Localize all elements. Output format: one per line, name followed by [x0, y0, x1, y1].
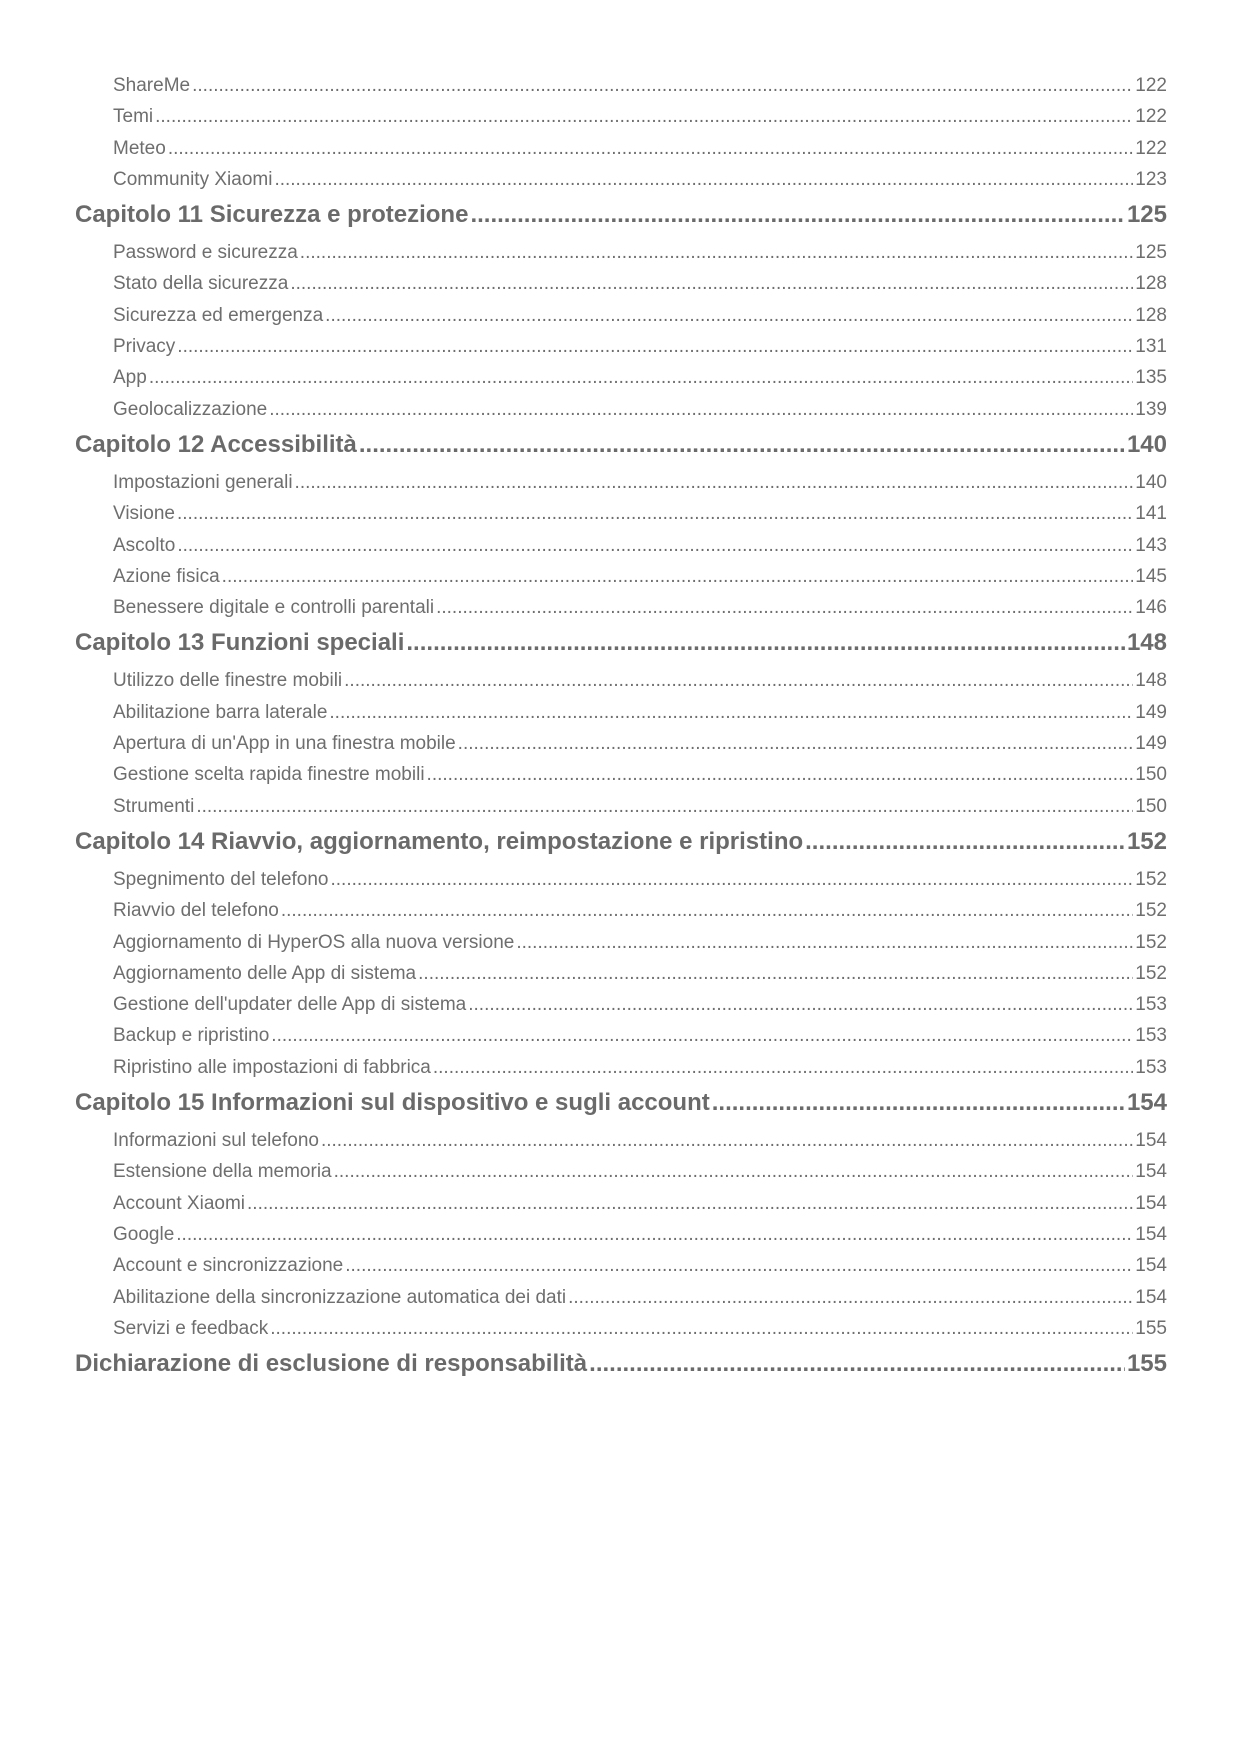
dot-leader [176, 1219, 1133, 1250]
toc-entry-page-number: 153 [1135, 1056, 1167, 1078]
dot-leader [149, 362, 1133, 393]
toc-entry-page-number: 152 [1135, 868, 1167, 890]
toc-section-entry[interactable] [75, 237, 1167, 268]
toc-entry-title: Backup e ripristino [113, 1025, 270, 1047]
toc-entry-page-number: 154 [1126, 1089, 1167, 1117]
toc-entry-page-number: 145 [1135, 565, 1167, 587]
toc-chapter-entry[interactable] [75, 1344, 1167, 1384]
dot-leader [436, 592, 1133, 623]
toc-chapter-entry[interactable] [75, 195, 1167, 235]
dot-leader [433, 1052, 1133, 1083]
toc-section-entry[interactable] [75, 1188, 1167, 1219]
toc-entry-page-number: 152 [1135, 931, 1167, 953]
toc-section-entry[interactable] [75, 958, 1167, 989]
dot-leader [222, 561, 1134, 592]
dot-leader [334, 1156, 1134, 1187]
toc-entry-title: Impostazioni generali [113, 471, 293, 493]
dot-leader [468, 989, 1133, 1020]
toc-entry-page-number: 154 [1135, 1161, 1167, 1183]
toc-section-entry[interactable] [75, 759, 1167, 790]
toc-entry-page-number: 152 [1135, 900, 1167, 922]
toc-entry-title: Temi [113, 106, 154, 128]
toc-entry-title: Capitolo 11 Sicurezza e protezione [75, 201, 469, 229]
dot-leader [568, 1282, 1133, 1313]
dot-leader [196, 791, 1133, 822]
dot-leader [271, 1020, 1133, 1051]
toc-entry-page-number: 152 [1126, 827, 1167, 855]
toc-entry-page-number: 148 [1126, 629, 1167, 657]
dot-leader [325, 300, 1133, 331]
toc-entry-title: Utilizzo delle finestre mobili [113, 670, 343, 692]
toc-entry-title: Abilitazione barra laterale [113, 701, 328, 723]
dot-leader [270, 1313, 1133, 1344]
toc-section-entry[interactable] [75, 1313, 1167, 1344]
dot-leader [321, 1125, 1133, 1156]
toc-section-entry[interactable] [75, 300, 1167, 331]
dot-leader [712, 1083, 1125, 1123]
toc-entry-title: Apertura di un'App in una finestra mobile [113, 733, 456, 755]
dot-leader [300, 237, 1134, 268]
toc-entry-title: Capitolo 14 Riavvio, aggiornamento, reimpostazione e ripristino [75, 827, 804, 855]
toc-entry-title: Abilitazione della sincronizzazione automatica dei dati [113, 1286, 567, 1308]
toc-entry-page-number: 154 [1135, 1255, 1167, 1277]
toc-entry-title: Capitolo 12 Accessibilità [75, 430, 357, 458]
toc-section-entry[interactable] [75, 989, 1167, 1020]
dot-leader [470, 195, 1125, 235]
toc-entry-page-number: 122 [1135, 137, 1167, 159]
toc-entry-title: Ascolto [113, 534, 176, 556]
toc-entry-title: Riavvio del telefono [113, 900, 279, 922]
toc-entry-page-number: 149 [1135, 701, 1167, 723]
dot-leader [418, 958, 1133, 989]
toc-entry-title: Google [113, 1223, 175, 1245]
dot-leader [177, 331, 1133, 362]
toc-entry-page-number: 155 [1135, 1317, 1167, 1339]
toc-section-entry[interactable] [75, 1052, 1167, 1083]
dot-leader [155, 101, 1133, 132]
dot-leader [805, 822, 1125, 862]
toc-entry-page-number: 123 [1135, 168, 1167, 190]
toc-section-entry[interactable] [75, 498, 1167, 529]
toc-entry-page-number: 153 [1135, 994, 1167, 1016]
toc-chapter-entry[interactable] [75, 1083, 1167, 1123]
toc-section-entry[interactable] [75, 362, 1167, 393]
dot-leader [427, 759, 1134, 790]
toc-entry-title: Azione fisica [113, 565, 220, 587]
toc-entry-page-number: 146 [1135, 597, 1167, 619]
toc-entry-title: Sicurezza ed emergenza [113, 304, 324, 326]
toc-entry-page-number: 122 [1135, 75, 1167, 96]
toc-entry-page-number: 155 [1126, 1350, 1167, 1378]
toc-entry-title: Ripristino alle impostazioni di fabbrica [113, 1056, 431, 1078]
dot-leader [295, 467, 1134, 498]
toc-section-entry[interactable] [75, 1156, 1167, 1187]
toc-entry-page-number: 154 [1135, 1223, 1167, 1245]
toc-entry-title: Privacy [113, 336, 176, 358]
dot-leader [458, 728, 1134, 759]
dot-leader [177, 498, 1133, 529]
toc-section-entry[interactable] [75, 133, 1167, 164]
toc-section-entry[interactable] [75, 1219, 1167, 1250]
toc-entry-page-number: 148 [1135, 670, 1167, 692]
toc-chapter-entry[interactable] [75, 822, 1167, 862]
toc-entry-title: Password e sicurezza [113, 242, 298, 264]
toc-section-entry[interactable] [75, 791, 1167, 822]
toc-entry-page-number: 131 [1135, 336, 1167, 358]
toc-section-entry[interactable] [75, 561, 1167, 592]
toc-section-entry[interactable] [75, 1125, 1167, 1156]
toc-section-entry[interactable] [75, 1282, 1167, 1313]
toc-entry-title: Account Xiaomi [113, 1192, 246, 1214]
toc-entry-title: Meteo [113, 137, 166, 159]
toc-entry-page-number: 141 [1135, 503, 1167, 525]
toc-entry-page-number: 154 [1135, 1130, 1167, 1152]
toc-entry-title: Informazioni sul telefono [113, 1130, 319, 1152]
dot-leader [406, 623, 1125, 663]
dot-leader [329, 697, 1133, 728]
toc-section-entry[interactable] [75, 331, 1167, 362]
toc-entry-title: Capitolo 13 Funzioni speciali [75, 629, 405, 657]
dot-leader [345, 1250, 1133, 1281]
toc-entry-page-number: 128 [1135, 304, 1167, 326]
dot-leader [331, 864, 1134, 895]
toc-entry-title: Gestione scelta rapida finestre mobili [113, 764, 425, 786]
toc-entry-title: Gestione dell'updater delle App di sistema [113, 994, 467, 1016]
toc-entry-title: Spegnimento del telefono [113, 868, 329, 890]
toc-section-entry[interactable] [75, 1020, 1167, 1051]
dot-leader [344, 665, 1133, 696]
toc-section-entry[interactable] [75, 697, 1167, 728]
toc-section-entry[interactable] [75, 70, 1167, 101]
toc-entry-title: Stato della sicurezza [113, 273, 289, 295]
toc-entry-title: Visione [113, 503, 175, 525]
dot-leader [516, 927, 1133, 958]
toc-section-entry[interactable] [75, 864, 1167, 895]
toc-section-entry[interactable] [75, 394, 1167, 425]
toc-section-entry[interactable] [75, 1250, 1167, 1281]
dot-leader [177, 530, 1133, 561]
dot-leader [290, 268, 1133, 299]
toc-entry-title: Community Xiaomi [113, 168, 273, 190]
toc-entry-title: Account e sincronizzazione [113, 1255, 344, 1277]
table-of-contents [75, 70, 1167, 1386]
dot-leader [274, 164, 1133, 195]
toc-entry-title: App [113, 367, 147, 389]
toc-section-entry[interactable] [75, 592, 1167, 623]
toc-entry-title: Estensione della memoria [113, 1161, 332, 1183]
toc-entry-title: Strumenti [113, 795, 195, 817]
toc-entry-title: Geolocalizzazione [113, 398, 268, 420]
toc-chapter-entry[interactable] [75, 425, 1167, 465]
toc-section-entry[interactable] [75, 895, 1167, 926]
toc-entry-title: Aggiornamento delle App di sistema [113, 962, 417, 984]
dot-leader [281, 895, 1133, 926]
toc-entry-page-number: 149 [1135, 733, 1167, 755]
toc-entry-page-number: 154 [1135, 1192, 1167, 1214]
toc-entry-page-number: 153 [1135, 1025, 1167, 1047]
toc-entry-title: ShareMe [113, 75, 191, 96]
toc-entry-page-number: 125 [1126, 201, 1167, 229]
toc-entry-page-number: 140 [1135, 471, 1167, 493]
toc-entry-page-number: 150 [1135, 764, 1167, 786]
dot-leader [589, 1344, 1125, 1384]
toc-entry-page-number: 128 [1135, 273, 1167, 295]
toc-section-entry[interactable] [75, 728, 1167, 759]
dot-leader [168, 133, 1133, 164]
toc-entry-page-number: 154 [1135, 1286, 1167, 1308]
toc-section-entry[interactable] [75, 268, 1167, 299]
toc-section-entry[interactable] [75, 164, 1167, 195]
toc-chapter-entry[interactable] [75, 623, 1167, 663]
toc-entry-title: Aggiornamento di HyperOS alla nuova versione [113, 931, 515, 953]
toc-entry-page-number: 135 [1135, 367, 1167, 389]
dot-leader [192, 70, 1133, 101]
toc-entry-page-number: 143 [1135, 534, 1167, 556]
toc-section-entry[interactable] [75, 101, 1167, 132]
toc-entry-page-number: 125 [1135, 242, 1167, 264]
toc-entry-page-number: 140 [1126, 430, 1167, 458]
toc-section-entry[interactable] [75, 665, 1167, 696]
dot-leader [359, 425, 1125, 465]
toc-entry-page-number: 139 [1135, 398, 1167, 420]
toc-section-entry[interactable] [75, 927, 1167, 958]
dot-leader [269, 394, 1133, 425]
toc-section-entry[interactable] [75, 530, 1167, 561]
toc-entry-page-number: 122 [1135, 106, 1167, 128]
toc-entry-page-number: 150 [1135, 795, 1167, 817]
toc-section-entry[interactable] [75, 467, 1167, 498]
toc-entry-page-number: 152 [1135, 962, 1167, 984]
toc-entry-title: Benessere digitale e controlli parentali [113, 597, 435, 619]
toc-entry-title: Servizi e feedback [113, 1317, 269, 1339]
toc-entry-title: Dichiarazione di esclusione di responsabilità [75, 1350, 588, 1378]
toc-entry-title: Capitolo 15 Informazioni sul dispositivo e sugli account [75, 1089, 710, 1117]
dot-leader [247, 1188, 1133, 1219]
